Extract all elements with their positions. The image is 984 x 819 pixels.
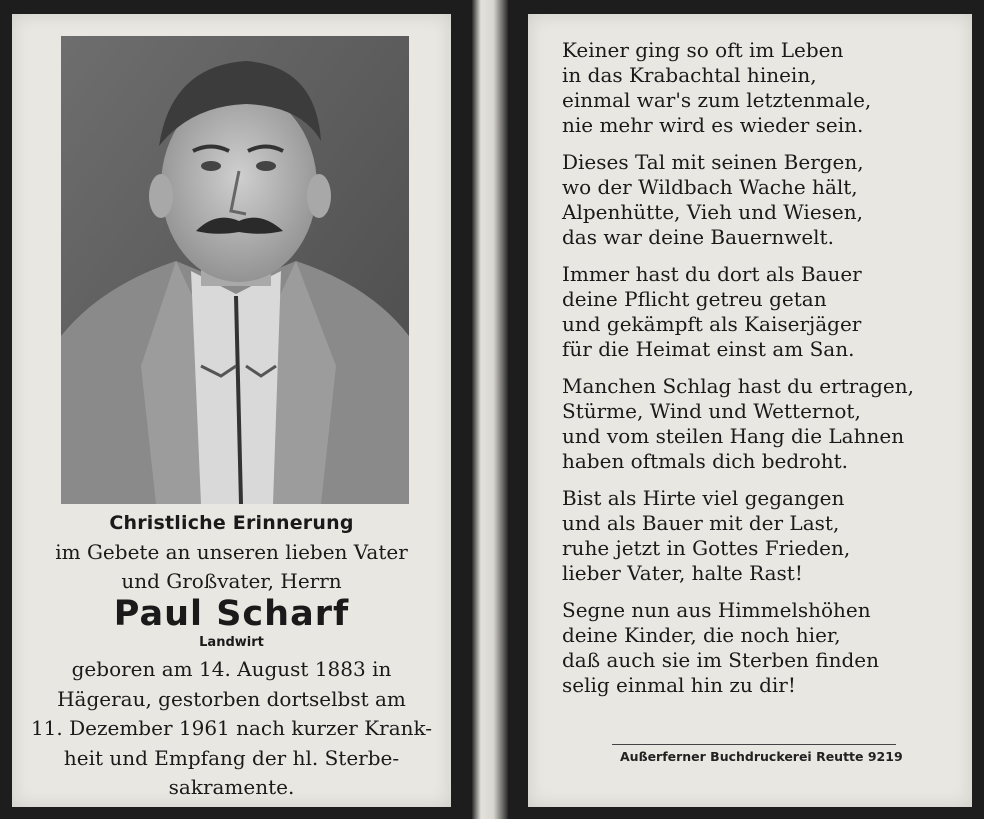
biography-line: Hägerau, gestorben dortselbst am [57,686,406,711]
poem-line: das war deine Bauernwelt. [562,225,834,249]
portrait-photo [61,36,409,504]
dedication-line: und Großvater, Herrn [121,569,342,593]
poem-line: und als Bauer mit der Last, [562,511,840,535]
poem-line: Keiner ging so oft im Leben [562,38,844,62]
poem-stanza [562,150,914,250]
poem-line: Bist als Hirte viel gegangen [562,486,845,510]
biography-line: sakramente. [168,775,295,799]
poem-line: einmal war's zum letztenmale, [562,88,872,112]
printer-imprint: Außerferner Buchdruckerei Reutte 9219 [620,749,903,764]
biography-text [12,655,451,803]
poem-line: für die Heimat einst am San. [562,337,855,361]
card-fold-gutter [472,0,508,819]
poem-line: und gekämpft als Kaiserjäger [562,312,862,336]
poem-stanza [562,486,914,586]
poem-stanza [562,262,914,362]
deceased-name: Paul Scharf [113,594,350,634]
poem-line: Dieses Tal mit seinen Bergen, [562,150,864,174]
memorial-poem [562,38,914,710]
printer-divider [612,744,896,745]
poem-line: deine Pflicht getreu getan [562,287,827,311]
poem-line: nie mehr wird es wieder sein. [562,113,864,137]
poem-line: lieber Vater, halte Rast! [562,561,803,585]
deceased-occupation: Landwirt [199,635,264,650]
poem-line: Segne nun aus Himmelshöhen [562,598,871,622]
poem-line: in das Krabachtal hinein, [562,63,817,87]
poem-stanza [562,374,914,474]
poem-stanza [562,38,914,138]
poem-line: deine Kinder, die noch hier, [562,623,841,647]
poem-stanza [562,598,914,698]
poem-line: und vom steilen Hang die Lahnen [562,424,905,448]
poem-line: Stürme, Wind und Wetternot, [562,399,861,423]
poem-line: haben oftmals dich bedroht. [562,449,849,473]
biography-line: 11. Dezember 1961 nach kurzer Krank- [30,716,433,740]
poem-line: Manchen Schlag hast du ertragen, [562,374,915,398]
poem-line: selig einmal hin zu dir! [562,673,796,697]
poem-line: daß auch sie im Sterben finden [562,648,880,672]
poem-line: wo der Wildbach Wache hält, [562,175,858,199]
memorial-heading: Christliche Erinnerung [109,512,354,534]
dedication-line: im Gebete an unseren lieben Vater [55,540,408,564]
poem-line: Alpenhütte, Vieh und Wiesen, [562,200,864,224]
biography-line: heit und Empfang der hl. Sterbe- [63,745,400,770]
dedication-text [12,538,451,596]
poem-line: ruhe jetzt in Gottes Frieden, [562,536,851,560]
poem-line: Immer hast du dort als Bauer [562,262,862,286]
biography-line: geboren am 14. August 1883 in [71,657,392,681]
portrait-illustration [61,36,409,504]
